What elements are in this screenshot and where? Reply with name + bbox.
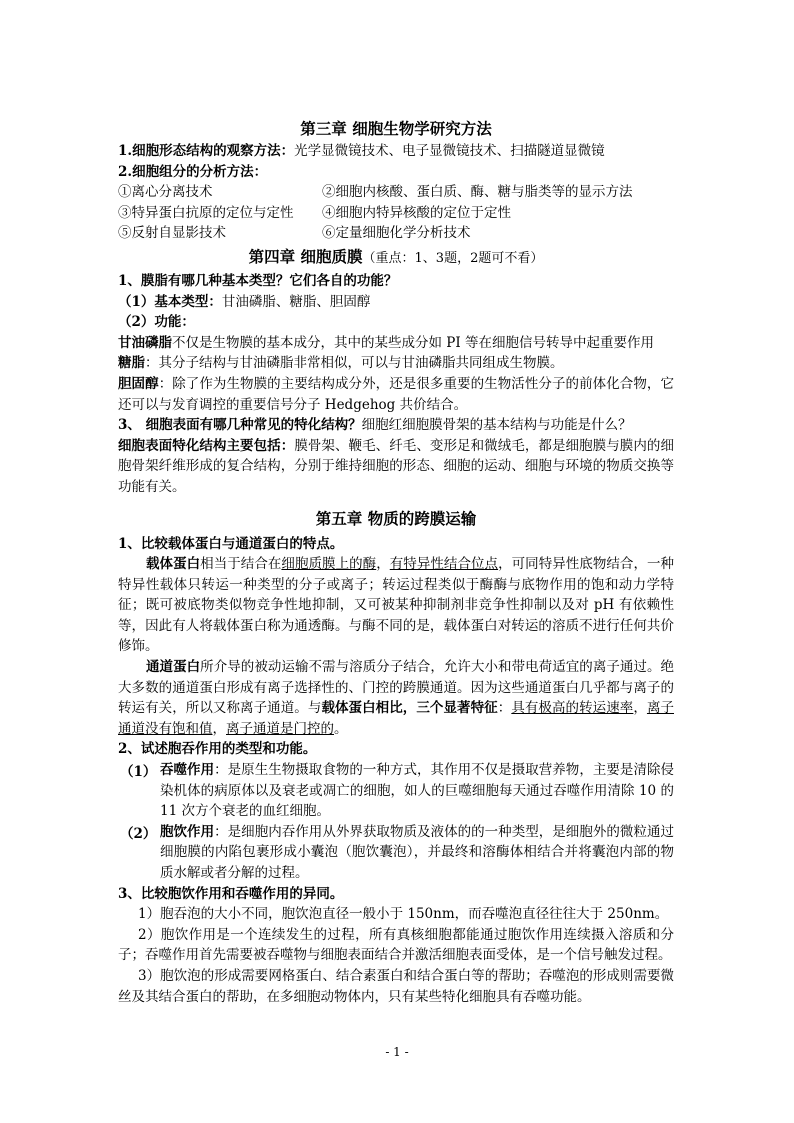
- list-item: ⑥定量细胞化学分析技术: [322, 225, 471, 242]
- question-bold: 3、 细胞表面有哪几种常见的特化结构？: [118, 417, 362, 434]
- ch4-answer-2-label: （2）功能：: [118, 314, 195, 331]
- ch4-answer-1: [118, 292, 674, 313]
- term: 胆固醇: [118, 375, 159, 392]
- list-item: ⑤反射自显影技术: [118, 225, 226, 242]
- chapter-5-title: 第五章 物质的跨膜运输: [315, 508, 477, 528]
- page-number: - 1 -: [385, 1045, 409, 1059]
- text-run: ：: [497, 700, 512, 717]
- list-item: ①离心分离技术: [118, 184, 213, 201]
- underlined-text: 离子通道是门控的: [226, 720, 334, 737]
- term: 通道蛋白: [146, 659, 201, 676]
- item-body: [160, 760, 674, 822]
- term: 载体蛋白: [146, 556, 201, 573]
- answer-text: 膜骨架、鞭毛、纤毛、变形足和微绒毛，都是细胞膜与膜内的细胞骨架纤维形成的复合结构，分别于维持细胞的形态、细胞的运动、细胞与环境的物质交换等功能有关。: [118, 437, 674, 495]
- term: 糖脂: [118, 355, 145, 372]
- ch5-question-3: 3、比较胞饮作用和吞噬作用的异同。: [118, 885, 344, 902]
- term-desc: ：其分子结构与甘油磷脂非常相似，可以与甘油磷脂共同组成生物膜。: [145, 355, 564, 372]
- list-item: ②细胞内核酸、蛋白质、酶、糖与脂类等的显示方法: [322, 184, 633, 201]
- underlined-text: 细胞质膜上的酶: [281, 556, 377, 573]
- ch4-question-3: [118, 415, 674, 436]
- ch3-line-2: 2.细胞组分的分析方法：: [118, 163, 268, 180]
- chapter-3-title: 第三章 细胞生物学研究方法: [300, 119, 492, 138]
- term-desc: ：是原生生物摄取食物的一种方式，其作用不仅是摄取营养物，主要是清除侵染机体的病原体以及衰老或凋亡的细胞，如人的巨噬细胞每天通过吞噬作用清除 10 的 11 次方个衰老的血红细胞。: [160, 762, 675, 820]
- term-desc: ：是细胞内吞作用从外界获取物质及液体的的一种类型，是细胞外的微粒通过细胞膜的内陷包裹形成小囊泡（胞饮囊泡），并最终和溶酶体相结合并将囊泡内部的物质水解或者分解的过程。: [160, 823, 675, 881]
- text-run: ，: [376, 556, 390, 573]
- ch4-function-cholesterol: [118, 374, 674, 415]
- ch4-function-glycolipid: [118, 353, 674, 374]
- ch4-answer-1-text: 甘油磷脂、糖脂、胆固醇: [221, 293, 371, 310]
- ch3-line-1-text: 光学显微镜技术、电子显微镜技术、扫描隧道显微镜: [294, 143, 605, 159]
- text-run: 相当于结合在: [200, 556, 282, 573]
- term-desc: 不仅是生物膜的基本成分，其中的某些成分如 PI 等在细胞信号转导中起重要作用: [172, 334, 654, 351]
- text-run: ，可同特异性底物结合，一种特异性载体只转运一种类型的分子或离子；转运过程类似于酶酶与底物作用的饱和动力学特征；既可被底物类似物竞争性地抑制，又可被某种抑制剂非竞争性抑制以及对 pH 有依赖性等，因此有人将载体蛋白称为通透酶。与酶不同的是，载体蛋白对转运的溶质不进行任何共价修饰。: [118, 556, 675, 655]
- list-item: ④细胞内特异核酸的定位于定性: [322, 204, 511, 221]
- text-run: 。: [334, 720, 348, 737]
- ch3-method-list: [118, 182, 674, 244]
- underlined-text: 有特异性结合位点: [389, 556, 499, 573]
- chapter-4-title: [118, 246, 674, 270]
- chapter-4-title-text: 第四章 细胞质膜: [248, 246, 363, 266]
- ch5-question-2: 2、试述胞吞作用的类型和功能。: [118, 741, 317, 758]
- ch4-question-1: 1、膜脂有哪几种基本类型？它们各自的功能？: [118, 272, 398, 289]
- ch5-channel-protein-paragraph: [118, 657, 674, 739]
- text-run: ，: [633, 700, 647, 717]
- list-item: ③特异蛋白抗原的定位与定性: [118, 204, 294, 221]
- item-number: （2）: [120, 825, 157, 842]
- ch5-question-1: 1、比较载体蛋白与通道蛋白的特点。: [118, 535, 344, 552]
- document-page: [118, 116, 674, 1007]
- item-number: （1）: [120, 764, 157, 781]
- ch5-point-1: 1）胞吞泡的大小不同，胞饮泡直径一般小于 150nm，而吞噬泡直径往往大于 250nm。: [138, 906, 669, 923]
- ch4-answer-1-label: （1）基本类型：: [118, 293, 222, 310]
- ch4-answer-3: [118, 436, 674, 498]
- underlined-text: 离子通道没有饱和值: [118, 700, 674, 737]
- term: 胞饮作用: [160, 823, 215, 840]
- question-rest: 细胞红细胞膜骨架的基本结构与功能是什么？: [361, 417, 632, 434]
- ch5-point-3: 3）胞饮泡的形成需要网格蛋白、结合素蛋白和结合蛋白等的帮助；吞噬泡的形成则需要微丝及其结合蛋白的帮助，在多细胞动物体内，只有某些特化细胞具有吞噬功能。: [118, 967, 674, 1005]
- chapter-4-title-note: （重点：1、3题，2题可不看）: [362, 250, 544, 266]
- term-desc: ：除了作为生物膜的主要结构成分外，还是很多重要的生物活性分子的前体化合物，它还可以与发育调控的重要信号分子 Hedgehog 共价结合。: [118, 375, 674, 413]
- underlined-text: 具有极高的转运速率: [511, 700, 634, 717]
- ch3-line-1: [118, 141, 674, 162]
- answer-label: 细胞表面特化结构主要包括：: [118, 437, 295, 454]
- ch5-point-2: 2）胞饮作用是一个连续发生的过程，所有真核细胞都能通过胞饮作用连续摄入溶质和分子；吞噬作用首先需要被吞噬物与细胞表面结合并激活细胞表面受体，是一个信号触发过程。: [118, 926, 674, 964]
- item-body: [160, 822, 674, 884]
- ch3-line-1-label: 1.细胞形态结构的观察方法：: [118, 143, 295, 159]
- bold-text: 载体蛋白相比，三个显著特征: [321, 700, 498, 717]
- term: 甘油磷脂: [118, 334, 172, 351]
- ch5-item-phagocytosis: [118, 760, 674, 822]
- term: 吞噬作用: [160, 762, 215, 779]
- text-run: ，: [212, 720, 226, 737]
- ch4-function-glycerophospholipid: [118, 333, 674, 354]
- text-run: 所介导的被动运输不需与溶质分子结合，允许大小和带电荷适宜的离子通过。绝大多数的通道蛋白形成有离子选择性的、门控的跨膜通道。因为这些通道蛋白几乎都与离子的转运有关，所以又称离子通道。与: [118, 659, 675, 717]
- ch5-carrier-protein-paragraph: [118, 554, 674, 657]
- ch5-item-pinocytosis: [118, 822, 674, 884]
